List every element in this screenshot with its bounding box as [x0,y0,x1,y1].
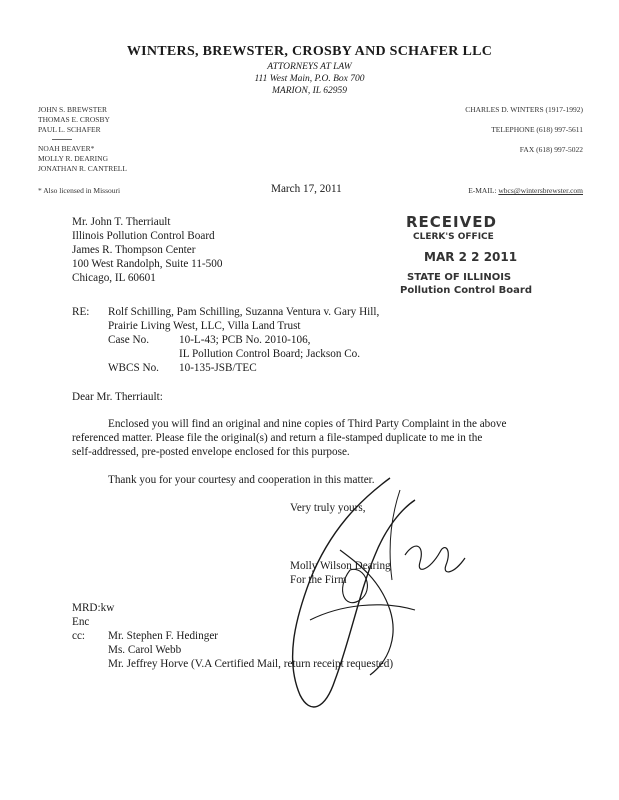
stamp-office: CLERK'S OFFICE [413,232,494,242]
paragraph-line: self-addressed, pre-posted envelope enclosed for this purpose. [72,446,350,458]
cc-label: cc: [72,630,86,642]
firm-address-line2: MARION, IL 62959 [271,86,348,96]
partner-name: PAUL L. SCHAFER [38,125,101,134]
associate-name: MOLLY R. DEARING [38,154,109,163]
wbcs-label: WBCS No. [108,362,159,374]
closing: Very truly yours, [290,502,366,514]
recipient-line: 100 West Randolph, Suite 11-500 [72,258,223,270]
stamp-received: RECEIVED [406,213,497,231]
recipient-line: James R. Thompson Center [72,244,196,256]
telephone: TELEPHONE (618) 997-5611 [491,125,583,134]
email-line [468,186,583,195]
signature-icon [240,470,480,730]
recipient-line: Chicago, IL 60601 [72,272,156,284]
case-value: IL Pollution Control Board; Jackson Co. [179,348,361,360]
enclosure: Enc [72,616,90,628]
re-label: RE: [72,306,90,318]
paragraph-line: Enclosed you will find an original and nine copies of Third Party Complaint in the above [108,418,507,430]
salutation: Dear Mr. Therriault: [72,391,163,403]
case-label: Case No. [108,334,150,346]
founder-name: CHARLES D. WINTERS (1917-1992) [465,105,583,114]
firm-address-line1: 111 West Main, P.O. Box 700 [254,74,365,84]
fax: FAX (618) 997-5022 [519,145,583,154]
cc-recipient: Ms. Carol Webb [108,644,182,656]
cc-recipient: Mr. Stephen F. Hedinger [108,630,219,642]
names-divider [52,139,72,140]
email-label: E-MAIL: [468,186,497,195]
associate-name: NOAH BEAVER* [38,144,95,153]
firm-name: WINTERS, BREWSTER, CROSBY AND SCHAFER LLC [126,44,493,59]
wbcs-value: 10-135-JSB/TEC [179,362,257,374]
letter-date: March 17, 2011 [271,183,342,195]
paragraph-line: referenced matter. Please file the original(s) and return a file-stamped duplicate to me in the [72,432,483,444]
attorneys-at-law: ATTORNEYS AT LAW [267,62,352,72]
case-value: 10-L-43; PCB No. 2010-106, [179,334,311,346]
initials: MRD:kw [72,602,115,614]
recipient-line: Illinois Pollution Control Board [72,230,215,242]
associate-name: JONATHAN R. CANTRELL [38,164,127,173]
email-address: wbcs@wintersbrewster.com [498,186,583,195]
signer-name: Molly Wilson Dearing [290,560,391,572]
partner-name: JOHN S. BREWSTER [38,105,107,114]
paragraph-thanks: Thank you for your courtesy and cooperation in this matter. [108,474,375,486]
re-line2: Prairie Living West, LLC, Villa Land Trust [108,320,301,332]
stamp-date: MAR 2 2 2011 [424,250,518,264]
cc-recipient: Mr. Jeffrey Horve (V.A Certified Mail, return receipt requested) [108,658,394,670]
stamp-board: Pollution Control Board [400,285,533,296]
footnote: * Also licensed in Missouri [38,186,121,195]
stamp-state: STATE OF ILLINOIS [407,272,512,283]
partner-name: THOMAS E. CROSBY [38,115,110,124]
signer-title: For the Firm [290,574,347,586]
recipient-line: Mr. John T. Therriault [72,216,171,228]
re-line1: Rolf Schilling, Pam Schilling, Suzanna Ventura v. Gary Hill, [108,306,380,318]
